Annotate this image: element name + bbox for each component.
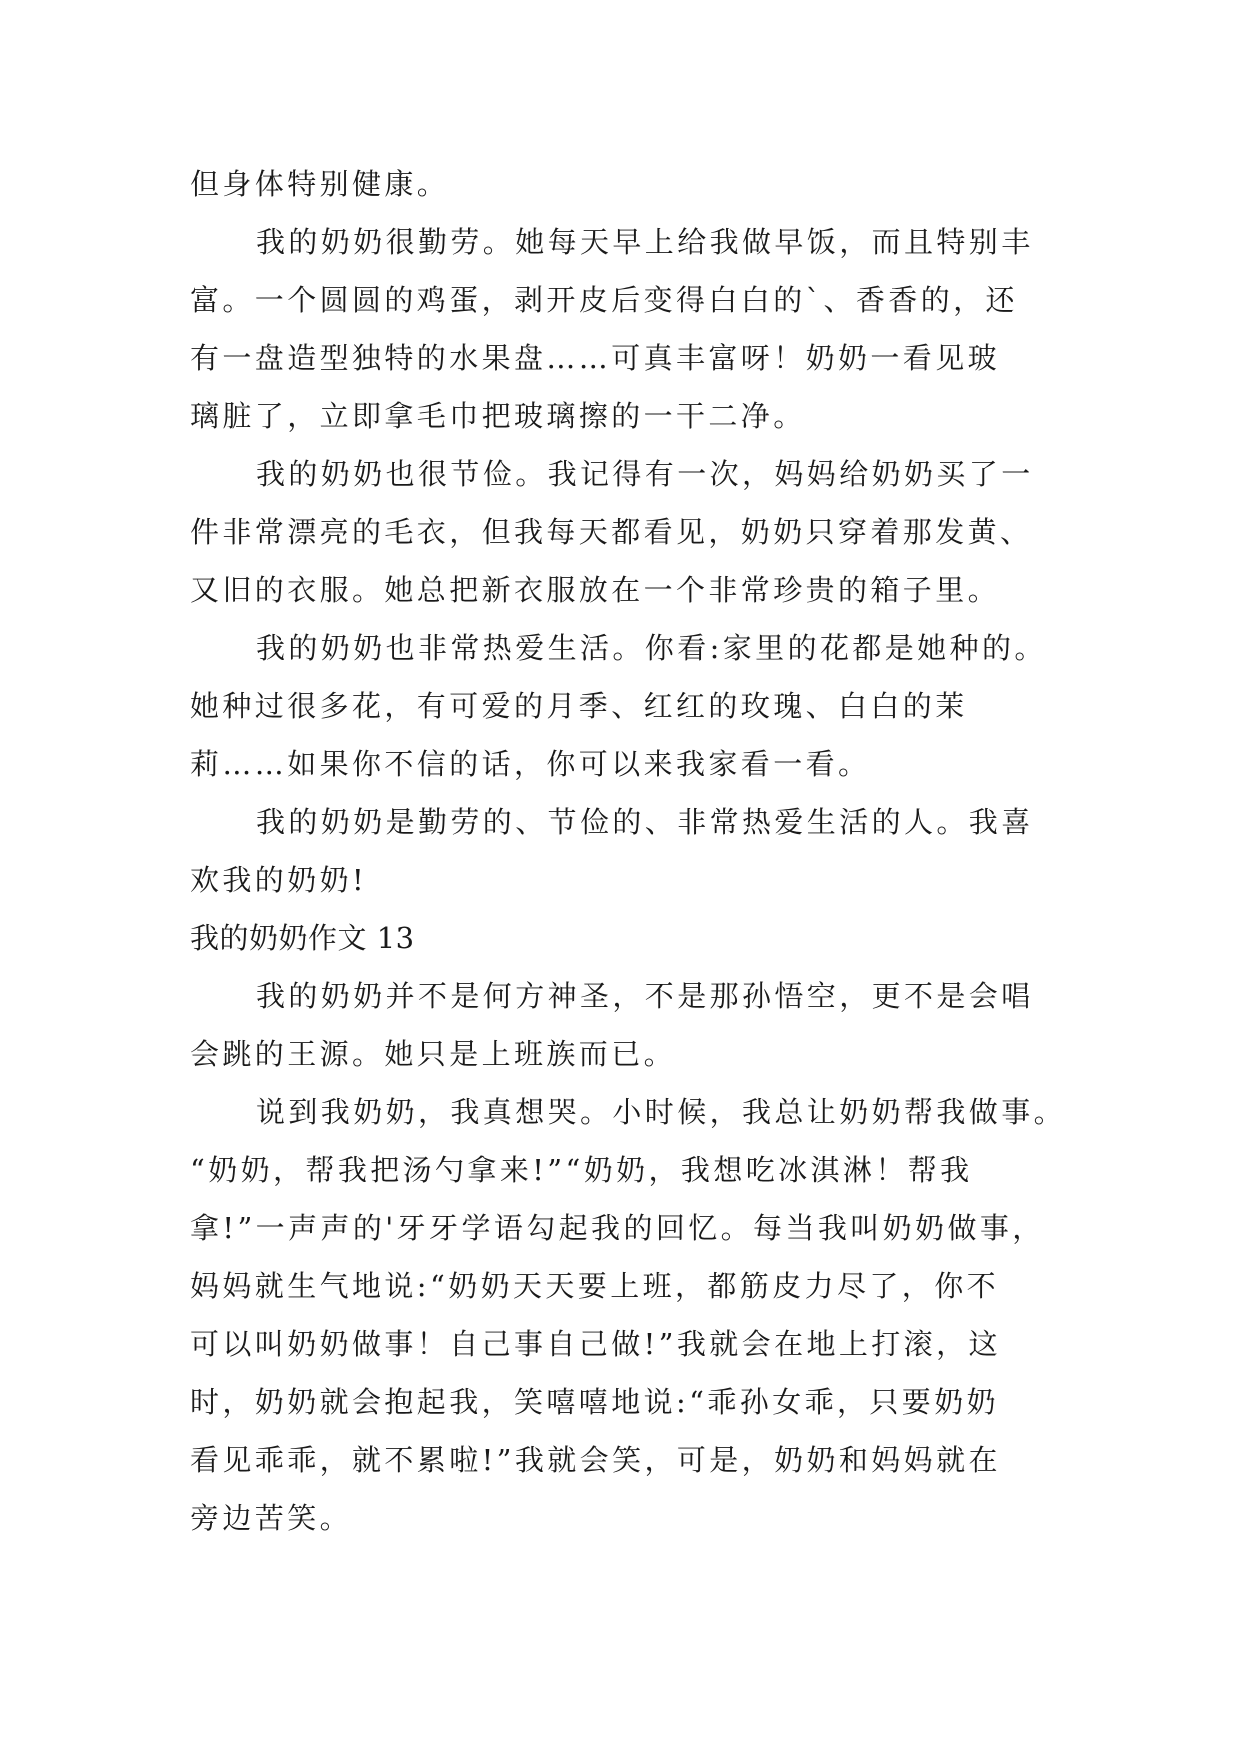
text-line: 看见乖乖，就不累啦!”我就会笑，可是，奶奶和妈妈就在 xyxy=(190,1443,1001,1477)
text-line: 妈妈就生气地说:“奶奶天天要上班，都筋皮力尽了，你不 xyxy=(190,1269,999,1303)
text-line: 拿!”一声声的'牙牙学语勾起我的回忆。每当我叫奶奶做事， xyxy=(190,1211,1045,1245)
text-line: 她种过很多花，有可爱的月季、红红的玫瑰、白白的茉 xyxy=(190,689,968,723)
text-line: 又旧的衣服。她总把新衣服放在一个非常珍贵的箱子里。 xyxy=(190,573,1001,607)
text-line: 璃脏了，立即拿毛巾把玻璃擦的一干二净。 xyxy=(190,399,806,433)
paragraph-start-line: 我的奶奶也很节俭。我记得有一次，妈妈给奶奶买了一 xyxy=(256,457,1034,491)
text-line: 件非常漂亮的毛衣，但我每天都看见，奶奶只穿着那发黄、 xyxy=(190,515,1033,549)
section-heading: 我的奶奶作文 13 xyxy=(190,921,415,955)
text-line: 会跳的王源。她只是上班族而已。 xyxy=(190,1037,677,1071)
text-line: 可以叫奶奶做事！自己事自己做!”我就会在地上打滚，这 xyxy=(190,1327,1001,1361)
text-line: 莉……如果你不信的话，你可以来我家看一看。 xyxy=(190,747,871,781)
paragraph-start-line: 说到我奶奶，我真想哭。小时候，我总让奶奶帮我做事。 xyxy=(256,1095,1067,1129)
text-line: 欢我的奶奶! xyxy=(190,863,368,897)
document-page xyxy=(190,155,1067,1547)
text-line: 富。一个圆圆的鸡蛋，剥开皮后变得白白的`、香香的，还 xyxy=(190,283,1018,317)
text-line: 旁边苦笑。 xyxy=(190,1501,353,1535)
text-line: 有一盘造型独特的水果盘……可真丰富呀！奶奶一看见玻 xyxy=(190,341,1001,375)
text-line: 时，奶奶就会抱起我，笑嘻嘻地说:“乖孙女乖，只要奶奶 xyxy=(190,1385,999,1419)
paragraph-start-line: 我的奶奶并不是何方神圣，不是那孙悟空，更不是会唱 xyxy=(256,979,1034,1013)
paragraph-start-line: 我的奶奶很勤劳。她每天早上给我做早饭，而且特别丰 xyxy=(256,225,1034,259)
paragraph-start-line: 我的奶奶也非常热爱生活。你看:家里的花都是她种的。 xyxy=(256,631,1047,665)
paragraph-start-line: 我的奶奶是勤劳的、节俭的、非常热爱生活的人。我喜 xyxy=(256,805,1034,839)
text-line: “奶奶，帮我把汤勺拿来!”“奶奶，我想吃冰淇淋！帮我 xyxy=(190,1153,973,1187)
text-line: 但身体特别健康。 xyxy=(190,167,450,201)
